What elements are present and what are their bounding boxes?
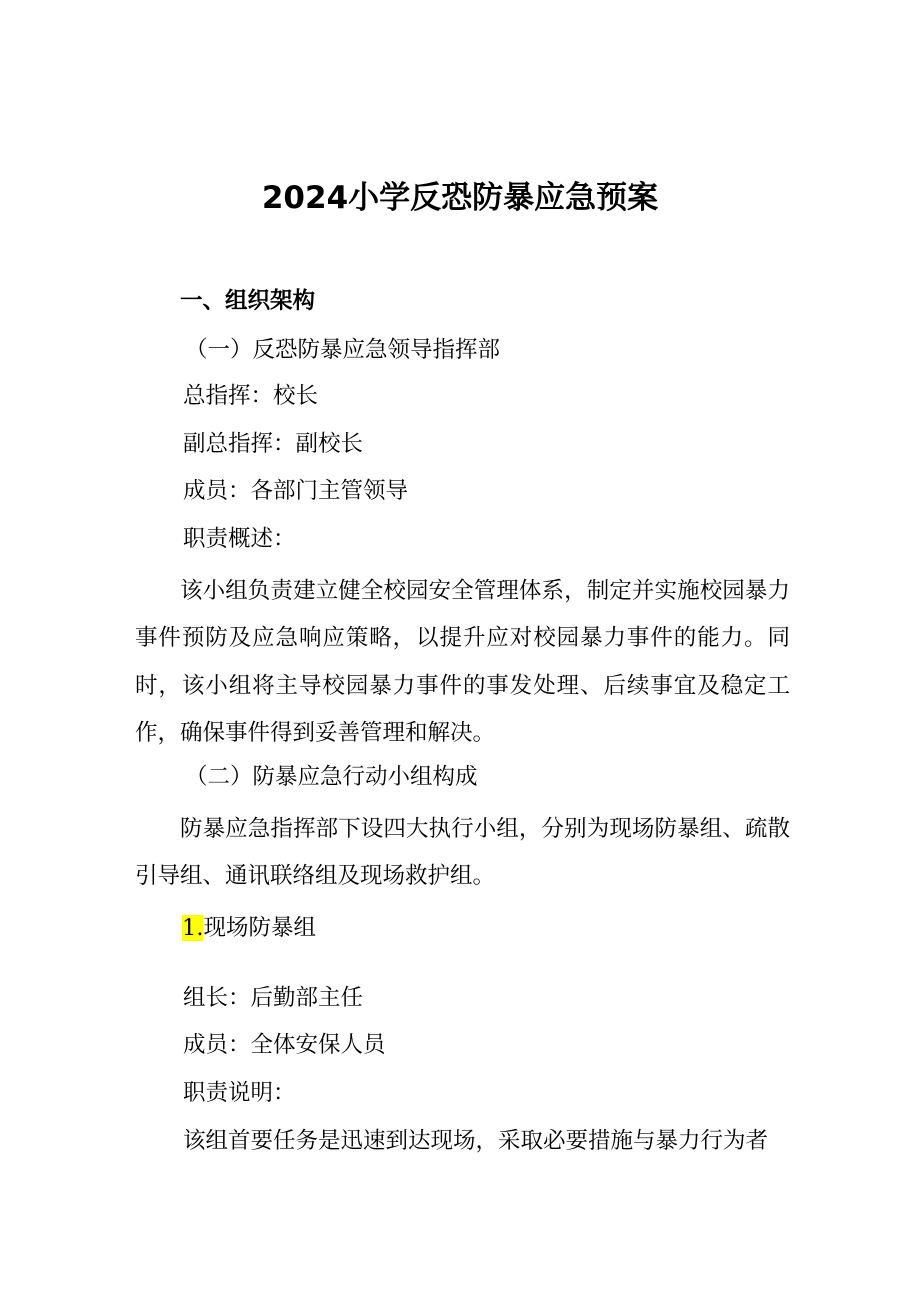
group1-number: 1. (182, 915, 204, 941)
duty-description-paragraph: 该组首要任务是迅速到达现场，采取必要措施与暴力行为者 (183, 1128, 769, 1154)
group1-heading (182, 911, 782, 945)
duty-description-label: 职责说明： (183, 1080, 296, 1106)
section-heading-org-structure: 一、组织架构 (180, 288, 316, 314)
members-line: 成员：各部门主管领导 (183, 478, 409, 504)
group1-members-line: 成员：全体安保人员 (183, 1032, 386, 1058)
deputy-commander-line: 副总指挥：副校长 (183, 431, 364, 457)
duty-overview-label: 职责概述： (183, 526, 296, 552)
group1-title: 现场防暴组 (203, 915, 316, 941)
group1-leader-line: 组长：后勤部主任 (183, 985, 364, 1011)
commander-line: 总指挥：校长 (183, 383, 319, 409)
document-title: 2024小学反恐防暴应急预案 (261, 180, 659, 216)
subsection-heading-action-groups: （二）防暴应急行动小组构成 (185, 764, 478, 790)
subsection-heading-command: （一）反恐防暴应急领导指挥部 (185, 337, 501, 363)
groups-paragraph: 防暴应急指挥部下设四大执行小组，分别为现场防暴组、疏散引导组、通讯联络组及现场救护组。 (135, 816, 790, 890)
duty-overview-paragraph: 该小组负责建立健全校园安全管理体系，制定并实施校园暴力事件预防及应急响应策略，以提升应对校园暴力事件的能力。同时，该小组将主导校园暴力事件的事发处理、后续事宜及稳定工作，确保事件得到妥善管理和解决。 (135, 578, 790, 746)
